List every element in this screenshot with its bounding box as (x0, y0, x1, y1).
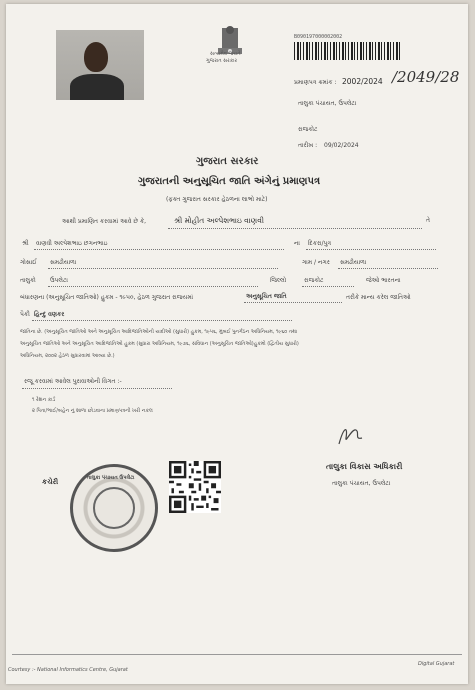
parent-name-underline (34, 249, 284, 250)
handwritten-reference: /2049/28 (392, 68, 460, 86)
village-underline (48, 268, 278, 269)
barcode-number: B090197000002002 (294, 34, 343, 40)
taluka-label: તાલુકો (20, 277, 36, 284)
district-label: જિલ્લો (270, 277, 287, 284)
holder-name: શ્રી મોહીત અલ્પેશભાઇ વાણવી (174, 216, 265, 225)
certificate-no-label: પ્રમાણપત્ર ક્રમાંક : (294, 79, 337, 86)
village-2-underline (338, 268, 438, 269)
intro-text: આથી પ્રમાણિત કરવામાં આવે છે કે, (62, 218, 147, 225)
footer-rule (12, 654, 462, 655)
taluka-value: ઉપલેટા (50, 277, 68, 284)
parent-name: વાણવી અલ્પેશભાઇ છગનભાઇ (36, 240, 108, 247)
photo-body (70, 74, 124, 100)
stamp-left-label: કચેરી (42, 478, 59, 486)
evidence-item-1: ૧ રેશન કાર્ડ (32, 397, 56, 403)
state-emblem-icon (208, 24, 252, 74)
legal-paragraph-line-3: અધિનિયમ, ૨૦૦૨ હેઠળ સુધારવામાં આવ્યા છે.) (20, 353, 115, 359)
legal-paragraph-line-1: જાતિના છે. (અનુસૂચિત જાતિઓ અને અનુસૂચિત આદિજાતિઓની યાદીઓ (સુધારો) હુકમ, ૧૯૫૬, મુંબઈ પુનર્ગઠન અધિનિયમ, ૧૯૬૦ તથા (20, 329, 298, 335)
evidence-item-2: ૨ પિતા/ભાઈ/બહેન નું શાળા છોડવાના પ્રમાણપત્રની ખરી નકલ (32, 408, 153, 414)
taluka-underline (48, 286, 258, 287)
district-underline (302, 286, 354, 287)
caste-label: પૈકી (20, 311, 30, 318)
place-label: રાજકોટ (298, 126, 318, 133)
emblem-caption-2: ગુજરાત સરકાર (206, 58, 238, 64)
state-text: જેઓ ભારતના (366, 277, 401, 284)
relation: દિકરા/પુત્ર (308, 240, 332, 247)
emblem-caption-1: સત્યમેવ જયતે (210, 51, 241, 57)
relation-underline (306, 249, 436, 250)
village-label: ગામ / નગર (302, 259, 330, 266)
intro-suffix: તે (426, 217, 430, 224)
village-value-2: સમઢીયાળા (340, 259, 367, 266)
holder-name-underline (168, 228, 422, 229)
date-label: તારીખ : (298, 142, 318, 149)
barcode (294, 42, 400, 60)
caste-underline (32, 320, 292, 321)
seal-inner-ring (93, 487, 135, 529)
officer-office: તાલુકા પંચાયત, ઉપલેટા (332, 480, 391, 487)
holder-photo (56, 30, 144, 100)
order-suffix: તરીકે માન્ય કરેલ જાતિઓ (346, 294, 411, 301)
officer-title: તાલુકા વિકાસ અધિકારી (326, 462, 403, 471)
category-underline (244, 302, 342, 303)
date-value: 09/02/2024 (324, 142, 359, 149)
son-of-suffix: ના (294, 240, 300, 247)
order-text: બંધારણના (અનુસૂચિત જાતિઓ) હુકમ - ૧૯૫૦, હેઠળ ગુજરાત રાજયમાં (20, 294, 194, 301)
legal-paragraph-line-2: અનુસૂચિત જાતિઓ અને અનુસૂચિત આદિજાતિઓ હુકમ (સુધારા અધિનિયમ, ૧૯૭૬, સંવિધાન (અનુસૂચિત જાતિઓ)હુકમો (દ્વિતીય સુધારો) (20, 341, 299, 347)
issuing-office-line: તાલુકા પંચાયત, ઉપલેટા (298, 100, 357, 107)
evidence-heading: રજૂ કરવામાં આવેલ પુરાવાઓની વિગત :- (24, 378, 122, 385)
certificate-sheet (6, 4, 468, 684)
officer-signature-icon (336, 424, 366, 448)
evidence-heading-underline (22, 388, 172, 389)
parent-label: શ્રી (22, 240, 29, 247)
category-value: અનુસૂચિત જાતિ (246, 293, 287, 300)
government-title: ગુજરાત સરકાર (196, 156, 259, 167)
footer-courtesy: Courtesy :- National Informatics Centre, Gujarat (8, 667, 128, 673)
verification-qr-code (169, 461, 221, 513)
certificate-subtitle: (ફક્ત ગુજરાત સરકાર હેઠળના લાભો માટે) (166, 196, 268, 203)
address-label: ગોસાઈ (20, 259, 37, 266)
caste-value: હિન્દુ વણકર (34, 311, 65, 318)
seal-ring-text: તાલુકા પંચાયત ઉપલેટા (87, 475, 135, 481)
office-seal-stamp (70, 464, 158, 552)
footer-digital-gujarat: Digital Gujarat (418, 661, 455, 667)
certificate-no-value: 2002/2024 (342, 77, 383, 86)
district-value: રાજકોટ (304, 277, 324, 284)
photo-head (84, 42, 108, 72)
village-value: સમઢીયાળા (50, 259, 77, 266)
certificate-title: ગુજરાતની અનુસૂચિત જાતિ અંગેનું પ્રમાણપત્ર (138, 176, 321, 187)
